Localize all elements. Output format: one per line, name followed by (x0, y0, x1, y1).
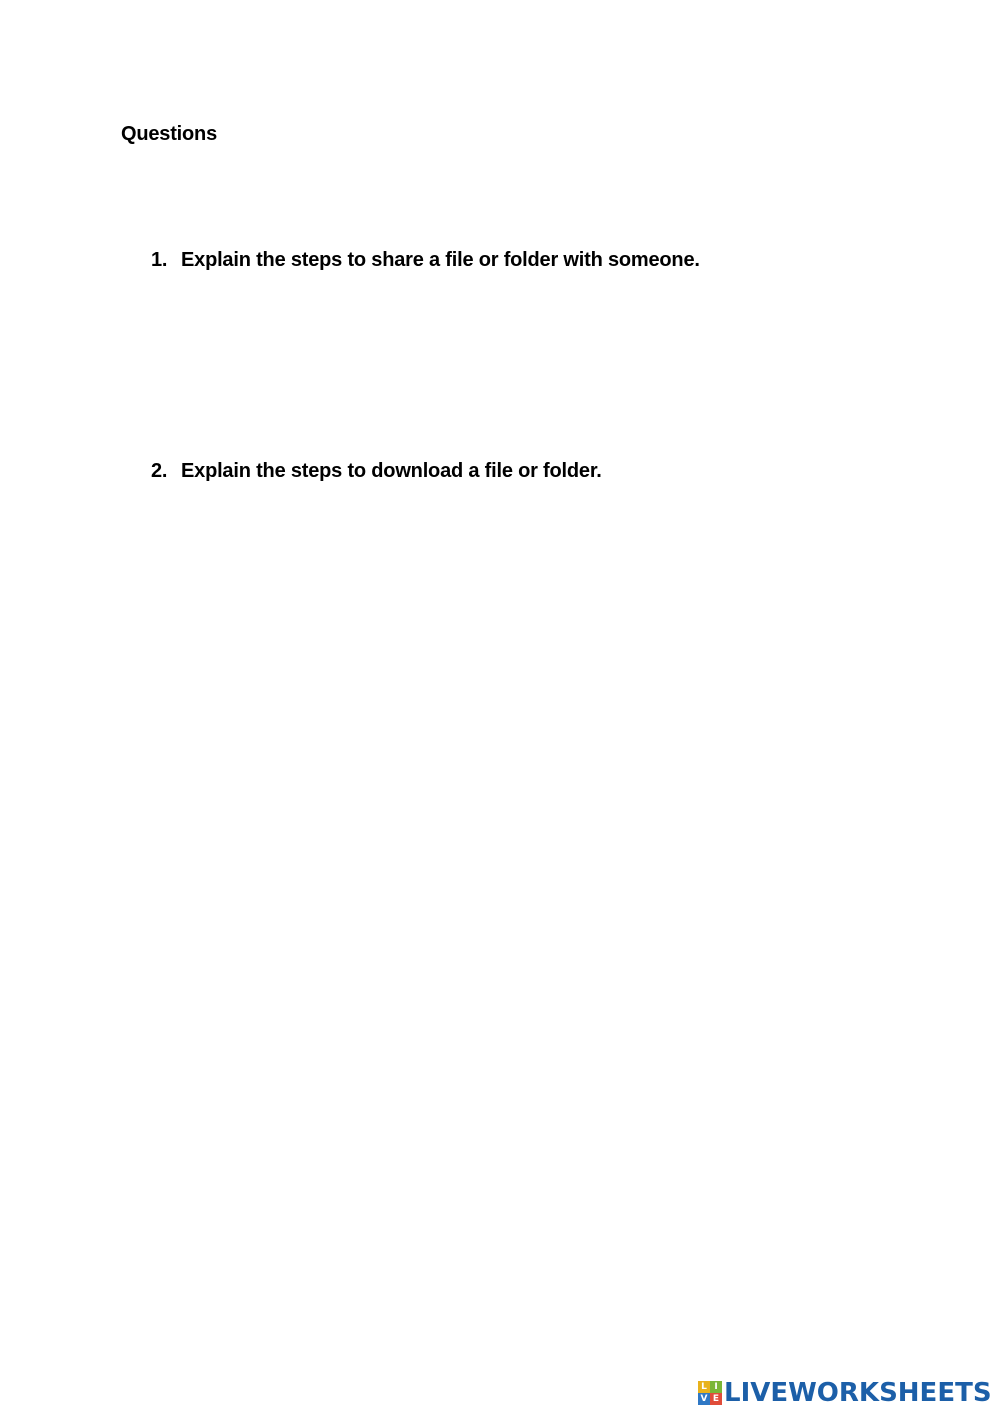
question-2-text: Explain the steps to download a file or folder. (181, 460, 602, 482)
liveworksheets-brand (698, 1380, 992, 1406)
brand-wordmark: LIVEWORKSHEETS (724, 1378, 992, 1408)
logo-letter-v: V (698, 1393, 710, 1405)
page-heading: Questions (121, 123, 217, 145)
question-1-text: Explain the steps to share a file or folder with someone. (181, 249, 700, 271)
liveworksheets-logo-icon (698, 1381, 722, 1405)
logo-letter-l: L (698, 1381, 710, 1393)
question-2-number: 2. (151, 460, 168, 482)
question-1 (151, 249, 700, 272)
logo-letter-e: E (710, 1393, 722, 1405)
logo-letter-i: I (710, 1381, 722, 1393)
question-2 (151, 460, 602, 483)
question-1-number: 1. (151, 249, 168, 271)
